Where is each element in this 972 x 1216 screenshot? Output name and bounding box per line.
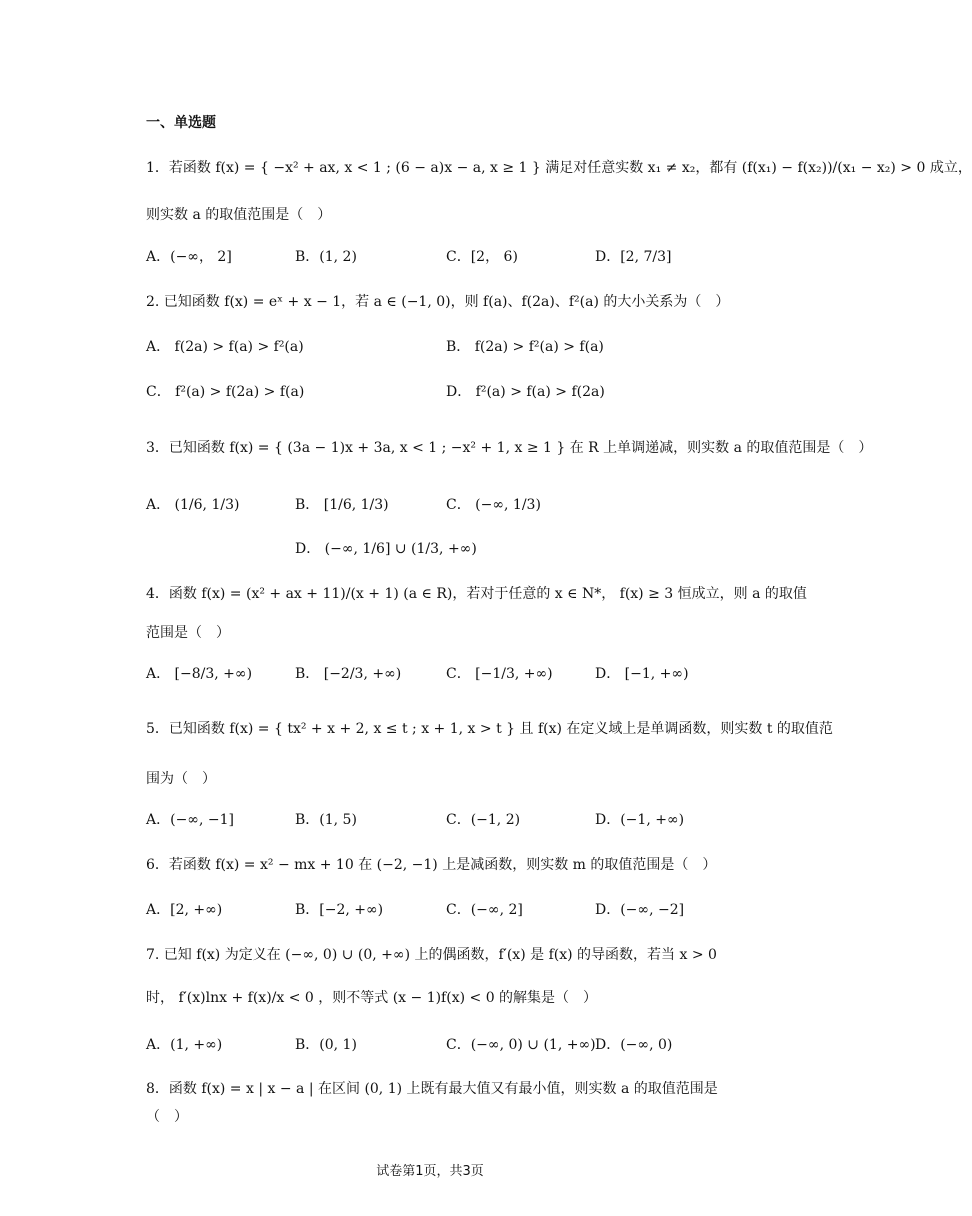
question-4-option-c: C． [−1/3, +∞) <box>446 666 553 682</box>
question-2-line-1: 2. 已知函数 f(x) = eˣ + x − 1，若 a ∈ (−1, 0)，则 f(a)、f(2a)、f²(a) 的大小关系为（ ） <box>146 294 730 310</box>
question-6-option-c: C．(−∞, 2] <box>446 902 523 918</box>
question-3-option-c: C． (−∞, 1/3) <box>446 497 541 513</box>
question-7-line-2: 时， f′(x)lnx + f(x)/x < 0 ，则不等式 (x − 1)f(x) < 0 的解集是（ ） <box>146 990 598 1006</box>
question-4-option-b: B． [−2/3, +∞) <box>295 666 402 682</box>
question-3-option-a: A． (1/6, 1/3) <box>146 497 240 513</box>
question-4-line-1: 4．函数 f(x) = (x² + ax + 11)/(x + 1) (a ∈ R)，若对于任意的 x ∈ N*， f(x) ≥ 3 恒成立，则 a 的取值 <box>146 586 807 602</box>
question-8-line-1: 8．函数 f(x) = x | x − a | 在区间 (0, 1) 上既有最大值又有最小值，则实数 a 的取值范围是 <box>146 1081 718 1097</box>
question-7-line-1: 7. 已知 f(x) 为定义在 (−∞, 0) ∪ (0, +∞) 上的偶函数，f′(x) 是 f(x) 的导函数，若当 x > 0 <box>146 947 717 963</box>
question-5-line-2: 围为（ ） <box>146 771 216 787</box>
question-2-option-a: A． f(2a) > f(a) > f²(a) <box>146 339 304 355</box>
question-8-line-2: （ ） <box>146 1109 188 1125</box>
section-title: 一、单选题 <box>146 115 216 131</box>
question-7-option-c: C．(−∞, 0) ∪ (1, +∞) <box>446 1037 596 1053</box>
question-1-option-a: A．(−∞， 2] <box>146 249 232 265</box>
question-6-option-a: A．[2, +∞) <box>146 902 223 918</box>
question-5-option-c: C．(−1, 2) <box>446 812 521 828</box>
question-4-line-2: 范围是（ ） <box>146 625 230 641</box>
question-3-option-b: B． [1/6, 1/3) <box>295 497 389 513</box>
question-1-option-b: B．(1, 2) <box>295 249 357 265</box>
question-6-option-d: D．(−∞, −2] <box>595 902 685 918</box>
question-1-line-2: 则实数 a 的取值范围是（ ） <box>146 207 332 223</box>
question-2-option-c: C． f²(a) > f(2a) > f(a) <box>146 384 305 400</box>
question-4-option-a: A． [−8/3, +∞) <box>146 666 253 682</box>
question-2-option-b: B． f(2a) > f²(a) > f(a) <box>446 339 604 355</box>
question-7-option-d: D．(−∞, 0) <box>595 1037 673 1053</box>
question-6-line-1: 6．若函数 f(x) = x² − mx + 10 在 (−2, −1) 上是减函数，则实数 m 的取值范围是（ ） <box>146 857 717 873</box>
question-5-line-1: 5．已知函数 f(x) = { tx² + x + 2, x ≤ t ; x + 1, x > t } 且 f(x) 在定义域上是单调函数，则实数 t 的取值范 <box>146 721 833 737</box>
question-3-line-1: 3．已知函数 f(x) = { (3a − 1)x + 3a, x < 1 ; −x² + 1, x ≥ 1 } 在 R 上单调递减，则实数 a 的取值范围是（ ） <box>146 440 873 456</box>
question-7-option-b: B．(0, 1) <box>295 1037 357 1053</box>
question-2-option-d: D． f²(a) > f(a) > f(2a) <box>446 384 605 400</box>
question-6-option-b: B．[−2, +∞) <box>295 902 384 918</box>
question-1-option-d: D．[2, 7/3] <box>595 249 672 265</box>
question-4-option-d: D． [−1, +∞) <box>595 666 689 682</box>
question-1-option-c: C．[2， 6) <box>446 249 518 265</box>
question-1-line-1: 1．若函数 f(x) = { −x² + ax, x < 1 ; (6 − a)x − a, x ≥ 1 } 满足对任意实数 x₁ ≠ x₂，都有 (f(x₁) − f(x₂))/(x₁ − x₂) > 0 成立， <box>146 160 972 176</box>
page-footer: 试卷第1页，共3页 <box>376 1164 484 1179</box>
question-5-option-d: D．(−1, +∞) <box>595 812 685 828</box>
question-5-option-b: B．(1, 5) <box>295 812 357 828</box>
question-3-option-d: D． (−∞, 1/6] ∪ (1/3, +∞) <box>295 541 477 557</box>
question-7-option-a: A．(1, +∞) <box>146 1037 223 1053</box>
question-5-option-a: A．(−∞, −1] <box>146 812 234 828</box>
